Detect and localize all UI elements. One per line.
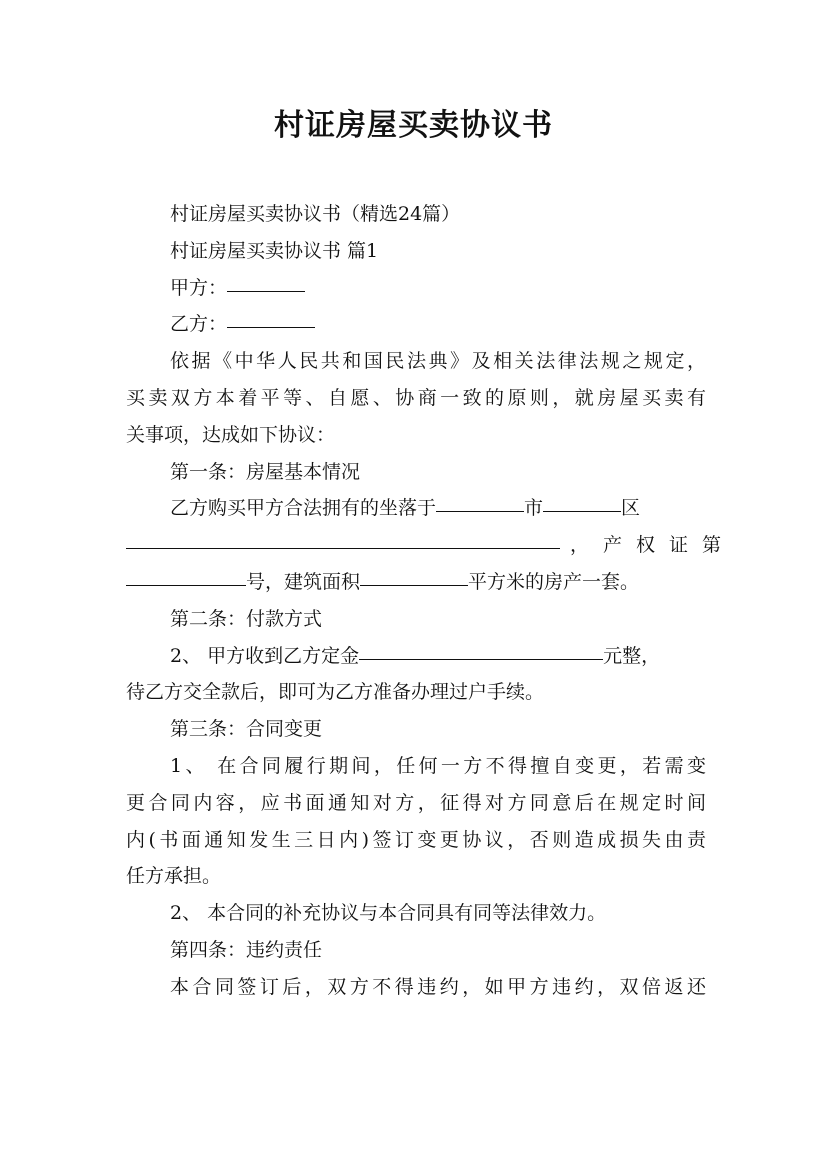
address-blank [126, 526, 560, 549]
party-b-blank [227, 305, 315, 328]
city-label: 市 [524, 497, 544, 520]
paragraph-line: 待乙方交全款后，即可为乙方准备办理过户手续。 [126, 681, 545, 704]
paragraph-text: 更合同内容，应书面通知对方，征得对方同意后在规定时间 [126, 791, 706, 814]
certificate-label: ，产权证第 [570, 534, 736, 557]
party-a-line [126, 270, 706, 307]
article-heading-4: 第四条：违约责任 [170, 938, 323, 961]
district-label: 区 [621, 497, 641, 520]
paragraph-line: 任方承担。 [126, 865, 222, 888]
document-body [126, 196, 736, 1006]
certificate-number-blank [126, 563, 246, 586]
paragraph-text: 1、 在合同履行期间，任何一方不得擅自变更，若需变 [170, 754, 706, 777]
deposit-line [126, 638, 706, 675]
district-blank [543, 489, 621, 512]
party-a-label: 甲方： [170, 276, 228, 299]
party-a-blank [227, 269, 305, 292]
paragraph-line [126, 785, 706, 822]
paragraph-text: 买卖双方本着平等、自愿、协商一致的原则，就房屋买卖有 [126, 386, 706, 409]
party-b-line [126, 306, 706, 343]
subtitle-line: 村证房屋买卖协议书（精选24篇） [170, 203, 461, 225]
property-address-line [126, 527, 736, 564]
document-title: 村证房屋买卖协议书 [274, 108, 553, 143]
area-label: 号，建筑面积 [246, 570, 361, 593]
property-location-line [126, 490, 706, 527]
paragraph-text: 内(书面通知发生三日内)签订变更协议，否则造成损失由责 [126, 828, 706, 851]
section-heading-1: 村证房屋买卖协议书 篇1 [170, 239, 379, 262]
article-heading-1: 第一条：房屋基本情况 [170, 460, 361, 483]
paragraph-line: 关事项，达成如下协议： [126, 423, 336, 446]
property-location-text: 乙方购买甲方合法拥有的坐落于 [170, 497, 437, 520]
paragraph-line [126, 822, 706, 859]
paragraph-text: 本合同签订后，双方不得违约，如甲方违约，双倍返还 [170, 975, 706, 998]
paragraph-line [126, 380, 706, 417]
area-blank [360, 563, 468, 586]
deposit-text: 2、 甲方收到乙方定金 [170, 644, 360, 667]
property-area-line [126, 564, 706, 601]
paragraph-line [126, 969, 706, 1006]
deposit-suffix: 元整， [603, 644, 661, 667]
paragraph-text: 依据《中华人民共和国民法典》及相关法律法规之规定， [170, 350, 706, 373]
article-heading-3: 第三条：合同变更 [170, 718, 323, 741]
paragraph-line [126, 748, 706, 785]
area-suffix: 平方米的房产一套。 [468, 570, 640, 593]
party-b-label: 乙方： [170, 313, 228, 336]
city-blank [436, 489, 524, 512]
paragraph-line: 2、 本合同的补充协议与本合同具有同等法律效力。 [170, 902, 607, 925]
paragraph-line [126, 343, 706, 380]
deposit-blank [359, 637, 603, 660]
article-heading-2: 第二条：付款方式 [170, 607, 323, 630]
